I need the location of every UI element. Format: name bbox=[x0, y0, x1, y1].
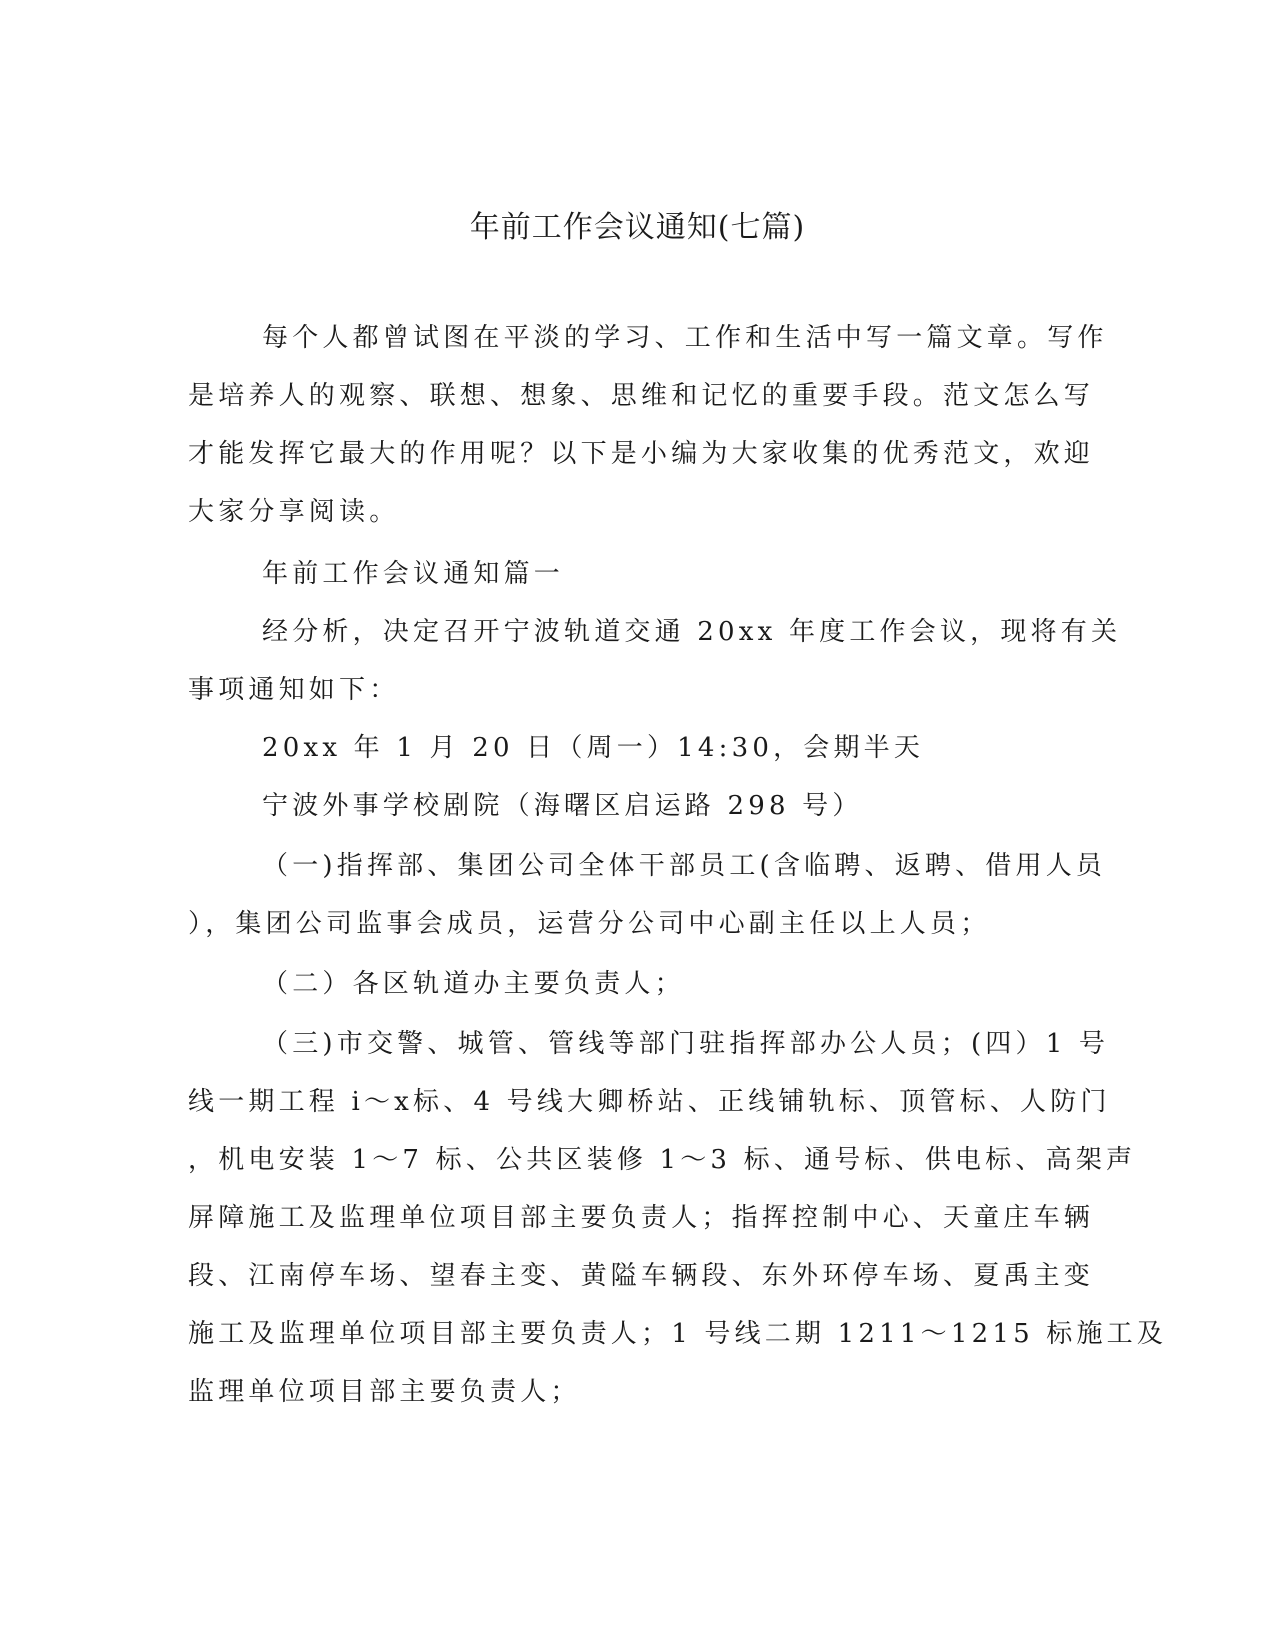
attendee-line: 屏障施工及监理单位项目部主要负责人；指挥控制中心、天童庄车辆 bbox=[188, 1203, 1095, 1233]
attendee-line: （一)指挥部、集团公司全体干部员工(含临聘、返聘、借用人员 bbox=[262, 851, 1107, 881]
paragraph-line: 才能发挥它最大的作用呢？以下是小编为大家收集的优秀范文，欢迎 bbox=[188, 439, 1095, 469]
document-title: 年前工作会议通知(七篇) bbox=[469, 210, 806, 245]
attendee-line: 施工及监理单位项目部主要负责人；1 号线二期 1211～1215 标施工及 bbox=[188, 1319, 1168, 1349]
attendee-line: 监理单位项目部主要负责人； bbox=[188, 1377, 581, 1407]
attendee-line: 段、江南停车场、望春主变、黄隘车辆段、东外环停车场、夏禹主变 bbox=[188, 1261, 1095, 1291]
meeting-location: 宁波外事学校剧院（海曙区启运路 298 号） bbox=[262, 791, 863, 821]
attendee-line: （三)市交警、城管、管线等部门驻指挥部办公人员；(四）1 号 bbox=[262, 1029, 1110, 1059]
paragraph-line: 是培养人的观察、联想、想象、思维和记忆的重要手段。范文怎么写 bbox=[188, 381, 1095, 411]
attendee-line: 线一期工程 i～ⅹ标、4 号线大卿桥站、正线铺轨标、顶管标、人防门 bbox=[188, 1087, 1111, 1117]
paragraph-line: 事项通知如下： bbox=[188, 675, 400, 705]
attendee-line: ，机电安装 1～7 标、公共区装修 1～3 标、通号标、供电标、高架声 bbox=[188, 1145, 1137, 1175]
paragraph-line: 经分析，决定召开宁波轨道交通 20xx 年度工作会议，现将有关 bbox=[262, 617, 1122, 647]
attendee-line: ），集团公司监事会成员，运营分公司中心副主任以上人员； bbox=[188, 909, 991, 939]
section-heading: 年前工作会议通知篇一 bbox=[262, 559, 565, 589]
paragraph-line: 大家分享阅读。 bbox=[188, 497, 400, 527]
paragraph-line: 每个人都曾试图在平淡的学习、工作和生活中写一篇文章。写作 bbox=[262, 323, 1108, 353]
meeting-time: 20xx 年 1 月 20 日（周一）14:30，会期半天 bbox=[262, 733, 925, 763]
attendee-line: （二）各区轨道办主要负责人； bbox=[262, 969, 685, 999]
